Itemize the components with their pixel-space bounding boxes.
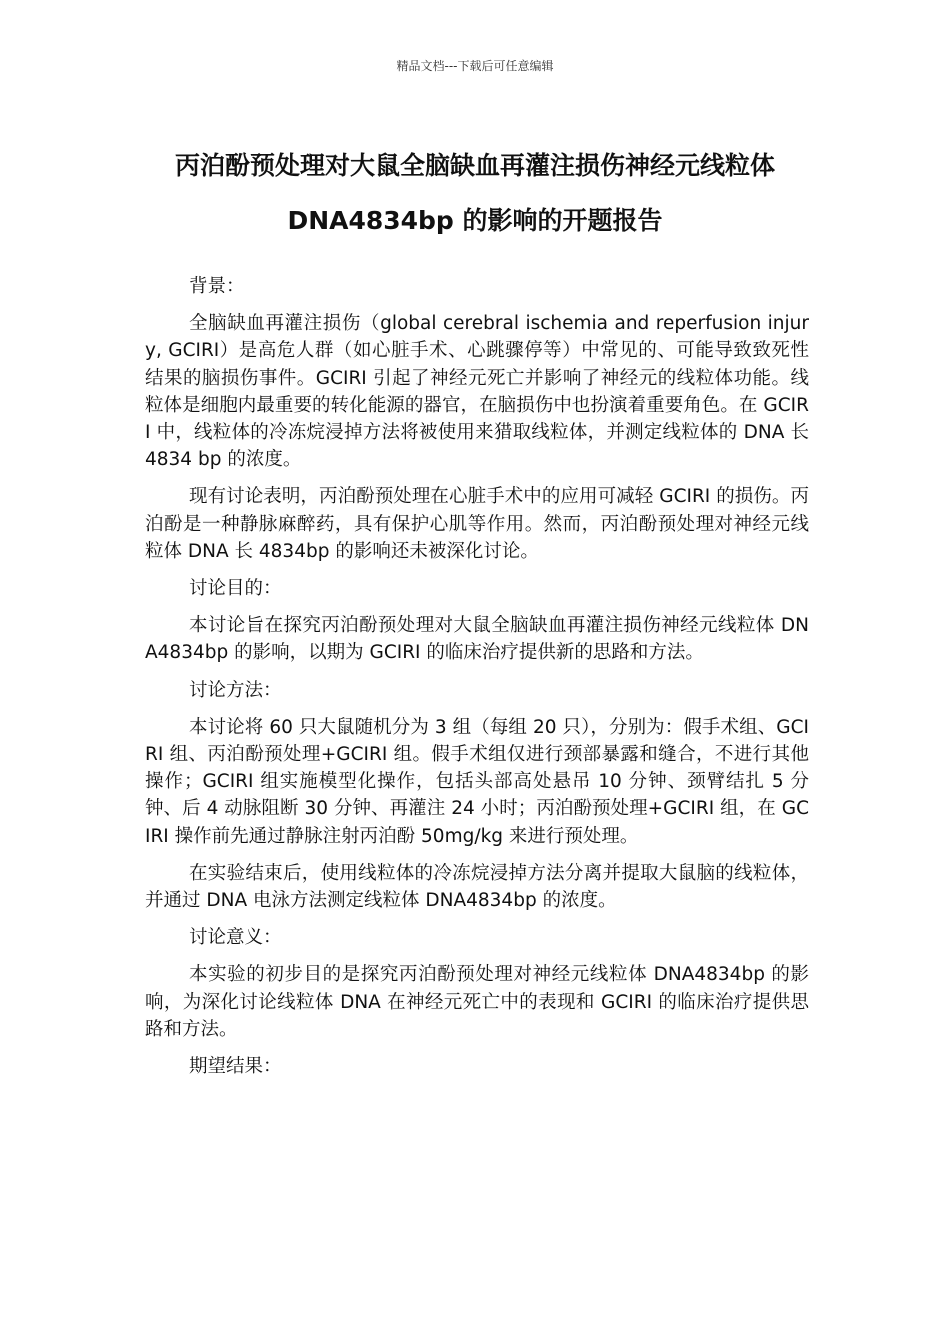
background-heading: 背景： xyxy=(189,276,245,297)
method-heading: 讨论方法： xyxy=(189,679,282,701)
method-paragraph-2: 在实验结束后，使用线粒体的冷冻烷浸掉方法分离并提取大鼠脑的线粒体，并通过 DNA 电泳方法测定线粒体 DNA4834bp 的浓度。 xyxy=(145,862,809,912)
significance-heading: 讨论意义： xyxy=(189,927,282,949)
significance-paragraph: 本实验的初步目的是探究丙泊酚预处理对神经元线粒体 DNA4834bp 的影响，为深化讨论线粒体 DNA 在神经元死亡中的表现和 GCIRI 的临床治疗提供思路和方法。 xyxy=(145,964,809,1040)
background-paragraph-1: 全脑缺血再灌注损伤（global cerebral ischemia and reperfusion injury, GCIRI）是高危人群（如心脏手术、心跳骤停等）中常见的、可能导致致死性结果的脑损伤事件。GCIRI 引起了神经元死亡并影响了神经元的线粒体功能。线粒体是细胞内最重要的转化能源的器官，在脑损伤中也扮演着重要角色。在 GCIRI 中，线粒体的冷冻烷浸掉方法将被使用来猎取线粒体，并测定线粒体的 DNA 长 4834 bp 的浓度。 xyxy=(145,313,809,471)
expected-results-heading: 期望结果： xyxy=(189,1056,282,1078)
document-title: 丙泊酚预处理对大鼠全脑缺血再灌注损伤神经元线粒体 DNA4834bp 的影响的开题报告 xyxy=(174,151,775,235)
purpose-paragraph: 本讨论旨在探究丙泊酚预处理对大鼠全脑缺血再灌注损伤神经元线粒体 DNA4834bp 的影响，以期为 GCIRI 的临床治疗提供新的思路和方法。 xyxy=(145,615,809,664)
header-note: 精品文档---下载后可任意编辑 xyxy=(396,59,554,73)
background-paragraph-2: 现有讨论表明，丙泊酚预处理在心脏手术中的应用可减轻 GCIRI 的损伤。丙泊酚是一种静脉麻醉药，具有保护心肌等作用。然而，丙泊酚预处理对神经元线粒体 DNA 长 4834bp 的影响还未被深化讨论。 xyxy=(145,486,809,562)
document-body xyxy=(145,273,809,1090)
method-paragraph-1: 本讨论将 60 只大鼠随机分为 3 组（每组 20 只），分别为：假手术组、GCIRI 组、丙泊酚预处理+GCIRI 组。假手术组仅进行颈部暴露和缝合，不进行其他操作；GCIRI 组实施模型化操作，包括头部高处悬吊 10 分钟、颈臂结扎 5 分钟、后 4 动脉阻断 30 分钟、再灌注 24 小时；丙泊酚预处理+GCIRI 组，在 GCIRI 操作前先通过静脉注射丙泊酚 50mg/kg 来进行预处理。 xyxy=(145,716,809,847)
purpose-heading: 讨论目的： xyxy=(189,578,282,600)
